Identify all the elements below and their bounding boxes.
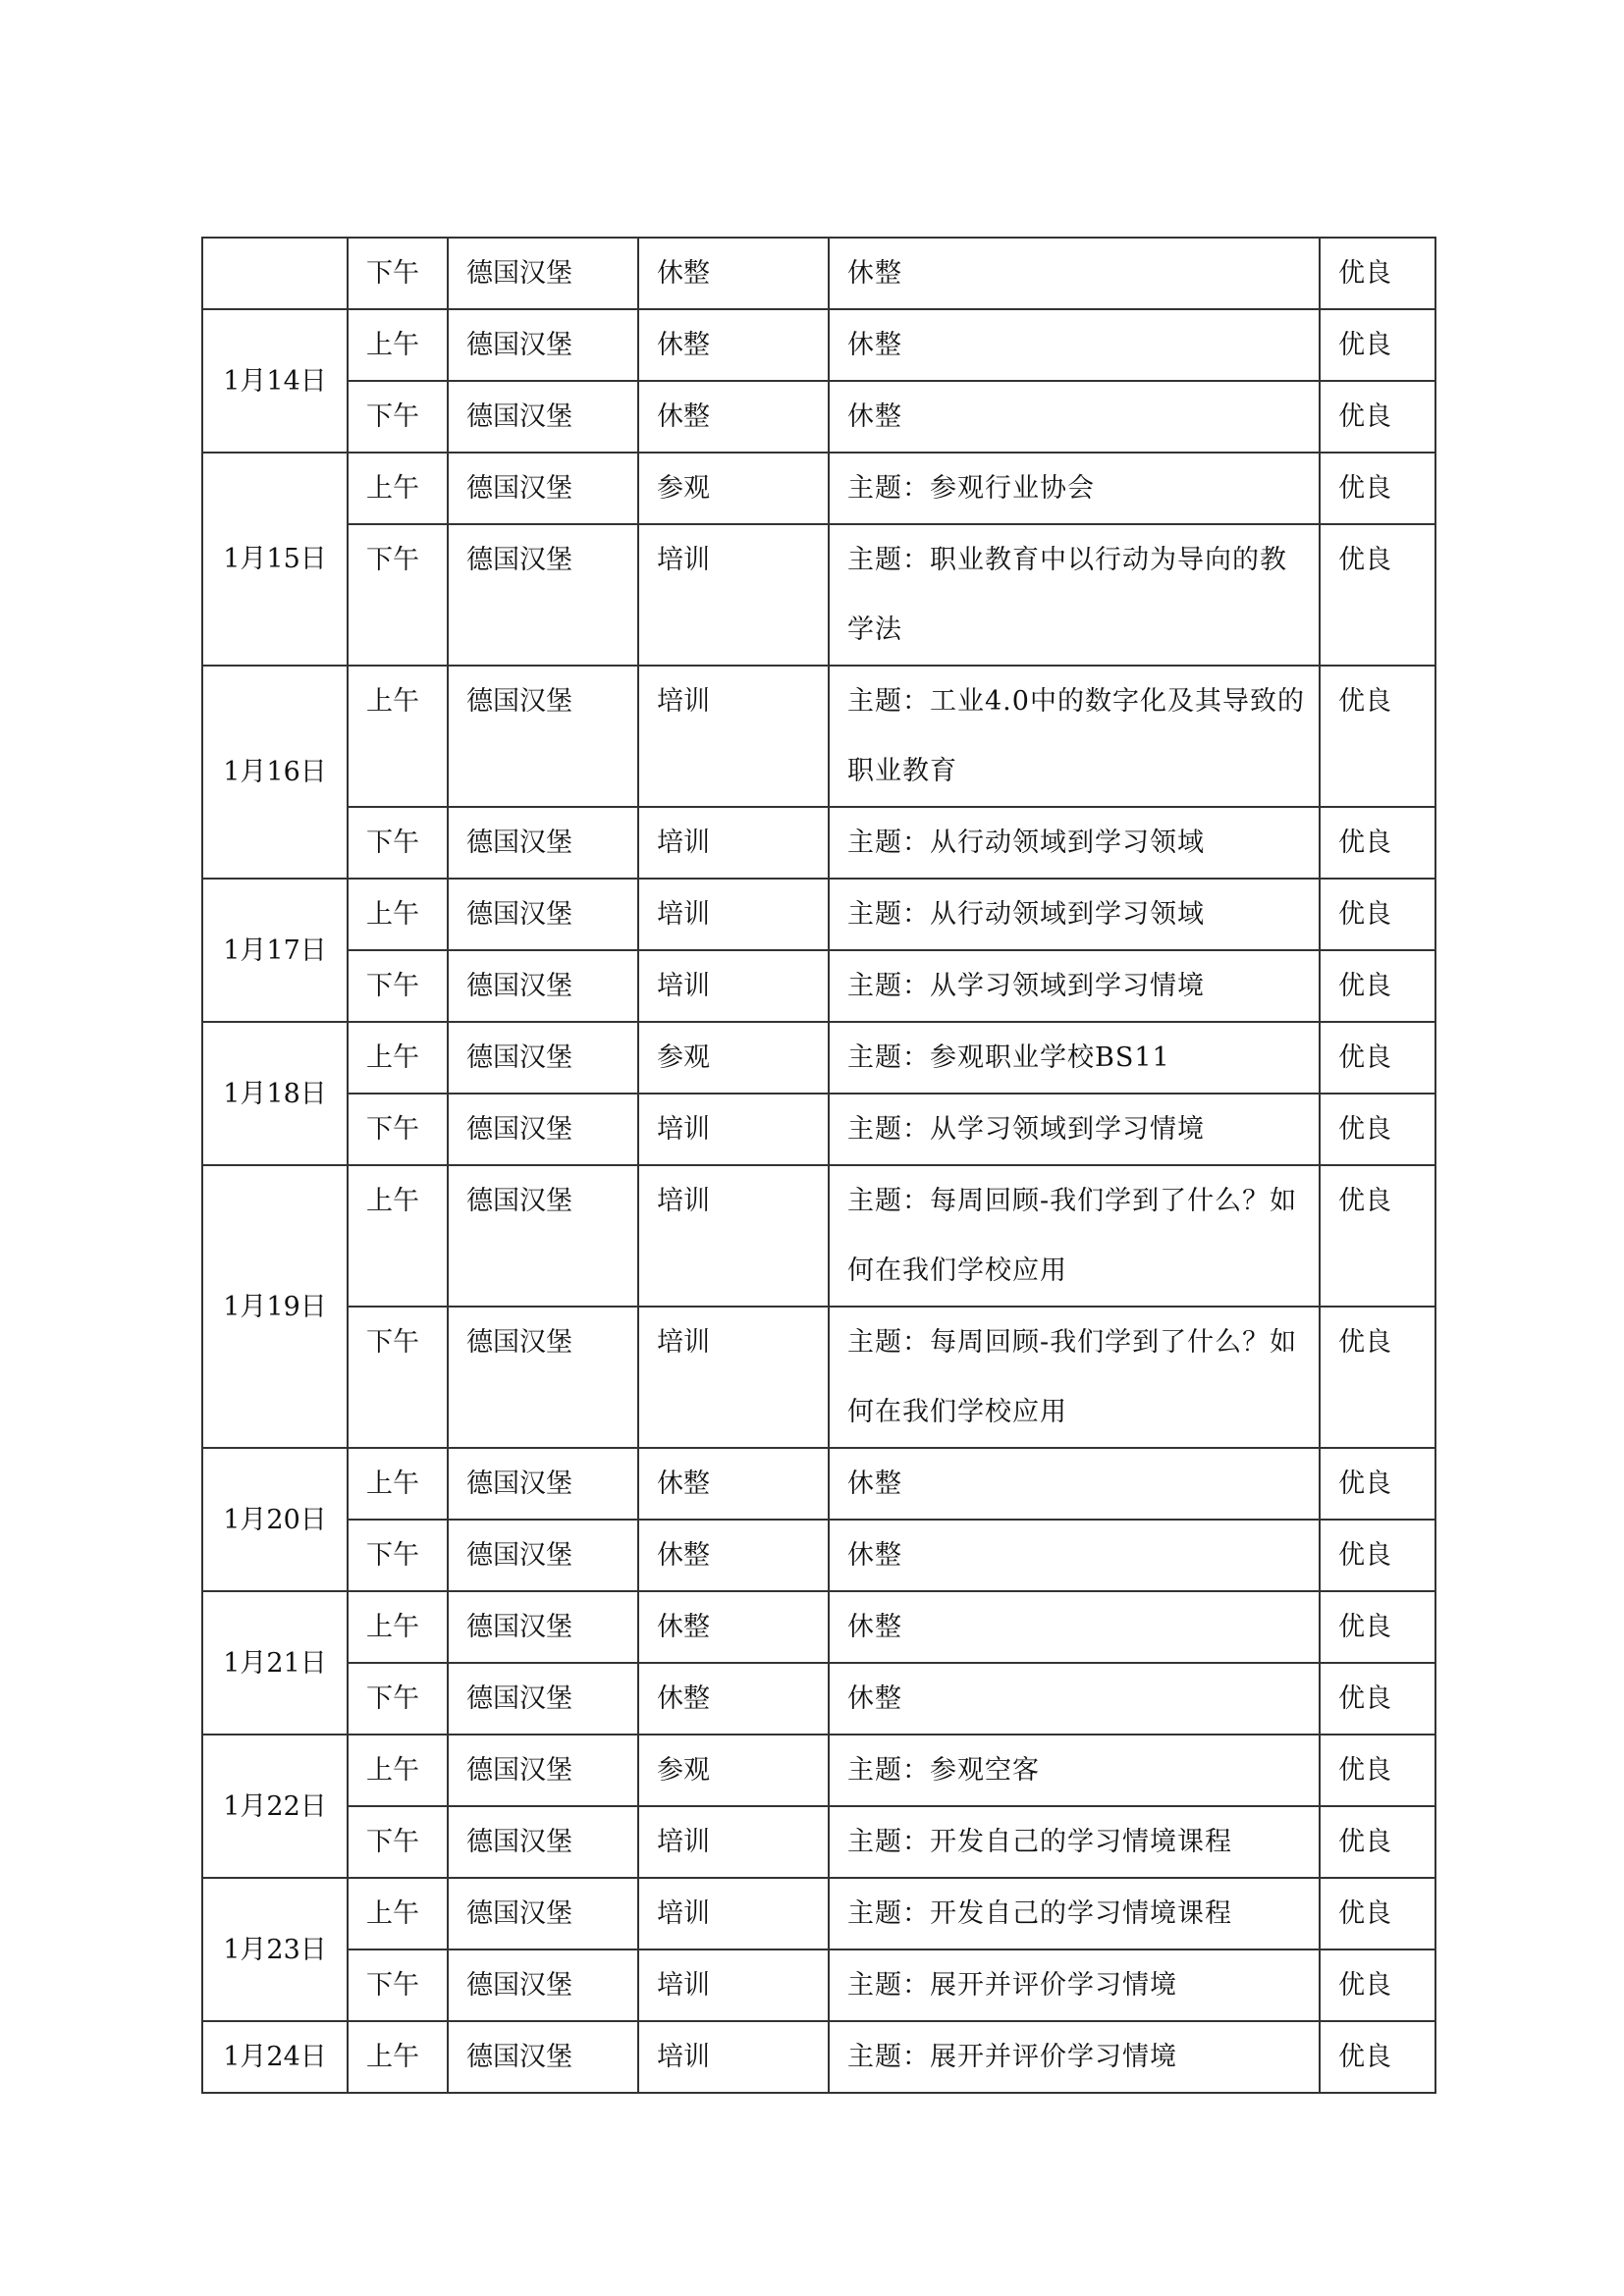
table-row (202, 807, 1435, 879)
content-cell: 休整 (829, 1448, 1320, 1520)
rating-cell: 优良 (1320, 1022, 1435, 1094)
table-row (202, 1307, 1435, 1448)
content-cell: 主题：开发自己的学习情境课程 (829, 1878, 1320, 1949)
table-row (202, 1520, 1435, 1591)
period-cell: 上午 (348, 879, 448, 950)
place-cell: 德国汉堡 (448, 879, 638, 950)
date-cell: 1月18日 (202, 1022, 348, 1165)
activity-type-cell: 培训 (638, 950, 829, 1022)
content-cell: 主题：职业教育中以行动为导向的教学法 (829, 524, 1320, 666)
schedule-body (202, 238, 1435, 2093)
table-row (202, 1878, 1435, 1949)
place-cell: 德国汉堡 (448, 1878, 638, 1949)
place-cell: 德国汉堡 (448, 1094, 638, 1165)
place-cell: 德国汉堡 (448, 524, 638, 666)
date-cell: 1月20日 (202, 1448, 348, 1591)
date-cell: 1月23日 (202, 1878, 348, 2021)
period-cell: 下午 (348, 1806, 448, 1878)
date-cell: 1月24日 (202, 2021, 348, 2093)
activity-type-cell: 休整 (638, 1591, 829, 1663)
rating-cell: 优良 (1320, 238, 1435, 309)
rating-cell: 优良 (1320, 1165, 1435, 1307)
activity-type-cell: 培训 (638, 1165, 829, 1307)
rating-cell: 优良 (1320, 453, 1435, 524)
place-cell: 德国汉堡 (448, 1022, 638, 1094)
content-cell: 主题：工业4.0中的数字化及其导致的职业教育 (829, 666, 1320, 807)
table-row (202, 950, 1435, 1022)
activity-type-cell: 休整 (638, 1448, 829, 1520)
activity-type-cell: 培训 (638, 879, 829, 950)
period-cell: 下午 (348, 238, 448, 309)
period-cell: 上午 (348, 1165, 448, 1307)
table-row (202, 1022, 1435, 1094)
content-cell: 主题：从行动领域到学习领域 (829, 807, 1320, 879)
table-row (202, 381, 1435, 453)
activity-type-cell: 休整 (638, 238, 829, 309)
period-cell: 上午 (348, 2021, 448, 2093)
rating-cell: 优良 (1320, 381, 1435, 453)
period-cell: 下午 (348, 381, 448, 453)
rating-cell: 优良 (1320, 666, 1435, 807)
table-row (202, 2021, 1435, 2093)
content-cell: 休整 (829, 309, 1320, 381)
place-cell: 德国汉堡 (448, 1307, 638, 1448)
rating-cell: 优良 (1320, 807, 1435, 879)
place-cell: 德国汉堡 (448, 1735, 638, 1806)
table-row (202, 309, 1435, 381)
date-cell: 1月15日 (202, 453, 348, 666)
period-cell: 上午 (348, 666, 448, 807)
period-cell: 下午 (348, 807, 448, 879)
table-row (202, 524, 1435, 666)
content-cell: 主题：从行动领域到学习领域 (829, 879, 1320, 950)
rating-cell: 优良 (1320, 879, 1435, 950)
activity-type-cell: 培训 (638, 2021, 829, 2093)
place-cell: 德国汉堡 (448, 950, 638, 1022)
table-row (202, 1806, 1435, 1878)
table-row (202, 1094, 1435, 1165)
place-cell: 德国汉堡 (448, 238, 638, 309)
activity-type-cell: 培训 (638, 666, 829, 807)
place-cell: 德国汉堡 (448, 1520, 638, 1591)
content-cell: 主题：参观空客 (829, 1735, 1320, 1806)
rating-cell: 优良 (1320, 950, 1435, 1022)
activity-type-cell: 培训 (638, 1878, 829, 1949)
place-cell: 德国汉堡 (448, 1591, 638, 1663)
content-cell: 休整 (829, 1591, 1320, 1663)
activity-type-cell: 参观 (638, 1735, 829, 1806)
date-cell: 1月17日 (202, 879, 348, 1022)
period-cell: 下午 (348, 1949, 448, 2021)
activity-type-cell: 休整 (638, 309, 829, 381)
content-cell: 主题：每周回顾-我们学到了什么？如何在我们学校应用 (829, 1307, 1320, 1448)
activity-type-cell: 培训 (638, 1307, 829, 1448)
period-cell: 上午 (348, 1022, 448, 1094)
period-cell: 上午 (348, 1448, 448, 1520)
date-cell: 1月22日 (202, 1735, 348, 1878)
content-cell: 主题：开发自己的学习情境课程 (829, 1806, 1320, 1878)
content-cell: 主题：展开并评价学习情境 (829, 2021, 1320, 2093)
activity-type-cell: 培训 (638, 1806, 829, 1878)
rating-cell: 优良 (1320, 524, 1435, 666)
place-cell: 德国汉堡 (448, 1165, 638, 1307)
table-row (202, 1165, 1435, 1307)
table-row (202, 1735, 1435, 1806)
rating-cell: 优良 (1320, 1448, 1435, 1520)
table-row (202, 453, 1435, 524)
activity-type-cell: 培训 (638, 1949, 829, 2021)
table-row (202, 1949, 1435, 2021)
period-cell: 下午 (348, 1663, 448, 1735)
place-cell: 德国汉堡 (448, 381, 638, 453)
date-cell: 1月21日 (202, 1591, 348, 1735)
period-cell: 上午 (348, 453, 448, 524)
activity-type-cell: 参观 (638, 453, 829, 524)
place-cell: 德国汉堡 (448, 453, 638, 524)
table-row (202, 1591, 1435, 1663)
content-cell: 休整 (829, 381, 1320, 453)
table-row (202, 1448, 1435, 1520)
date-cell: 1月19日 (202, 1165, 348, 1448)
place-cell: 德国汉堡 (448, 666, 638, 807)
content-cell: 休整 (829, 238, 1320, 309)
content-cell: 主题：参观行业协会 (829, 453, 1320, 524)
activity-type-cell: 培训 (638, 807, 829, 879)
place-cell: 德国汉堡 (448, 1448, 638, 1520)
activity-type-cell: 培训 (638, 524, 829, 666)
period-cell: 上午 (348, 1878, 448, 1949)
rating-cell: 优良 (1320, 1520, 1435, 1591)
period-cell: 上午 (348, 1591, 448, 1663)
content-cell: 主题：参观职业学校BS11 (829, 1022, 1320, 1094)
content-cell: 主题：每周回顾-我们学到了什么？如何在我们学校应用 (829, 1165, 1320, 1307)
content-cell: 主题：展开并评价学习情境 (829, 1949, 1320, 2021)
table-row (202, 1663, 1435, 1735)
place-cell: 德国汉堡 (448, 309, 638, 381)
rating-cell: 优良 (1320, 1663, 1435, 1735)
place-cell: 德国汉堡 (448, 807, 638, 879)
period-cell: 下午 (348, 950, 448, 1022)
period-cell: 下午 (348, 1094, 448, 1165)
rating-cell: 优良 (1320, 1949, 1435, 2021)
schedule-table (201, 237, 1436, 2094)
table-row (202, 666, 1435, 807)
place-cell: 德国汉堡 (448, 2021, 638, 2093)
date-cell: 1月14日 (202, 309, 348, 453)
period-cell: 下午 (348, 1520, 448, 1591)
activity-type-cell: 休整 (638, 1520, 829, 1591)
activity-type-cell: 休整 (638, 381, 829, 453)
period-cell: 上午 (348, 309, 448, 381)
place-cell: 德国汉堡 (448, 1806, 638, 1878)
date-cell: 1月16日 (202, 666, 348, 879)
period-cell: 上午 (348, 1735, 448, 1806)
rating-cell: 优良 (1320, 2021, 1435, 2093)
content-cell: 休整 (829, 1663, 1320, 1735)
content-cell: 主题：从学习领域到学习情境 (829, 950, 1320, 1022)
table-row (202, 879, 1435, 950)
content-cell: 主题：从学习领域到学习情境 (829, 1094, 1320, 1165)
period-cell: 下午 (348, 1307, 448, 1448)
place-cell: 德国汉堡 (448, 1663, 638, 1735)
rating-cell: 优良 (1320, 1878, 1435, 1949)
rating-cell: 优良 (1320, 1591, 1435, 1663)
activity-type-cell: 参观 (638, 1022, 829, 1094)
activity-type-cell: 休整 (638, 1663, 829, 1735)
activity-type-cell: 培训 (638, 1094, 829, 1165)
rating-cell: 优良 (1320, 1307, 1435, 1448)
period-cell: 下午 (348, 524, 448, 666)
date-cell (202, 238, 348, 309)
rating-cell: 优良 (1320, 309, 1435, 381)
place-cell: 德国汉堡 (448, 1949, 638, 2021)
rating-cell: 优良 (1320, 1806, 1435, 1878)
rating-cell: 优良 (1320, 1735, 1435, 1806)
table-row (202, 238, 1435, 309)
content-cell: 休整 (829, 1520, 1320, 1591)
rating-cell: 优良 (1320, 1094, 1435, 1165)
